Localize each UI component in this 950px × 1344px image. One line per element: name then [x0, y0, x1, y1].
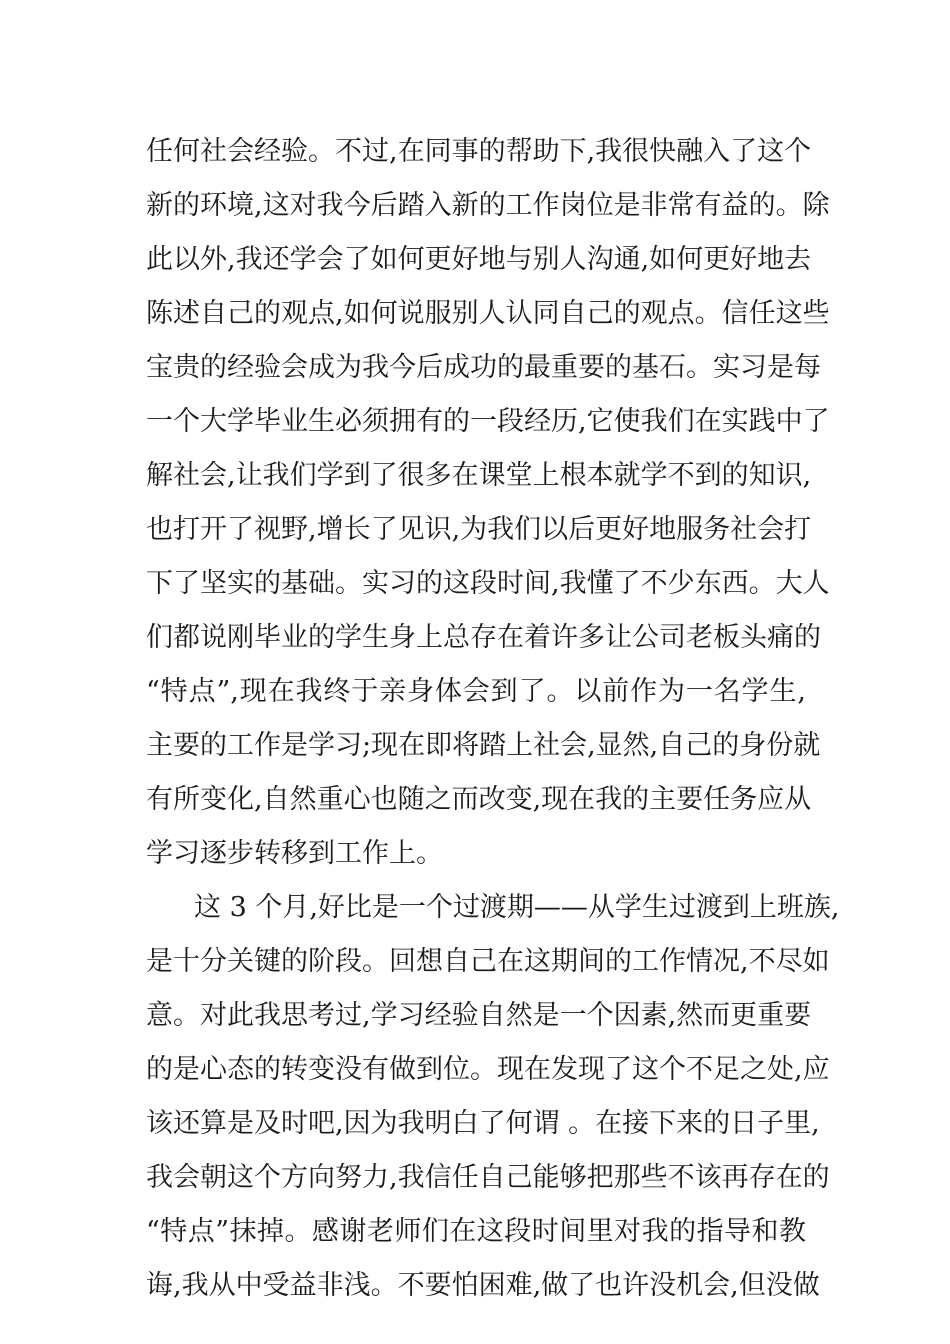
text-line: “特点”抹掉。感谢老师们在这段时间里对我的指导和教: [146, 1216, 806, 1247]
text-line: 我会朝这个方向努力,我信任自己能够把那些不该再存在的: [146, 1162, 830, 1193]
text-line: 学习逐步转移到工作上。: [146, 838, 443, 869]
text-line: 也打开了视野,增长了见识,为我们以后更好地服务社会打: [146, 514, 812, 545]
text-line: “特点”,现在我终于亲身体会到了。以前作为一名学生,: [146, 676, 806, 707]
text-line: 一个大学毕业生必须拥有的一段经历,它使我们在实践中了: [146, 406, 830, 437]
text-line: 们都说刚毕业的学生身上总存在着许多让公司老板头痛的: [146, 622, 821, 653]
text-line: 主要的工作是学习;现在即将踏上社会,显然,自己的身份就: [146, 730, 821, 761]
text-line: 解社会,让我们学到了很多在课堂上根本就学不到的知识,: [146, 460, 812, 491]
text-line: 宝贵的经验会成为我今后成功的最重要的基石。实习是每: [146, 352, 821, 383]
text-line: 新的环境,这对我今后踏入新的工作岗位是非常有益的。除: [146, 190, 830, 221]
text-line: 任何社会经验。不过,在同事的帮助下,我很快融入了这个: [146, 136, 812, 167]
text-line: 是十分关键的阶段。回想自己在这期间的工作情况,不尽如: [146, 946, 830, 977]
text-line: 陈述自己的观点,如何说服别人认同自己的观点。信任这些: [146, 298, 830, 329]
text-line: 意。对此我思考过,学习经验自然是一个因素,然而更重要: [146, 1000, 812, 1031]
text-line: 此以外,我还学会了如何更好地与别人沟通,如何更好地去: [146, 244, 812, 275]
text-line: 下了坚实的基础。实习的这段时间,我懂了不少东西。大人: [146, 568, 830, 599]
text-line: 诲,我从中受益非浅。不要怕困难,做了也许没机会,但没做: [146, 1270, 820, 1301]
text-line: 该还算是及时吧,因为我明白了何谓 。在接下来的日子里,: [146, 1108, 820, 1139]
text-line: 的是心态的转变没有做到位。现在发现了这个不足之处,应: [146, 1054, 830, 1085]
text-line: 这 3 个月,好比是一个过渡期——从学生过渡到上班族,: [194, 892, 840, 923]
text-line: 有所变化,自然重心也随之而改变,现在我的主要任务应从: [146, 784, 812, 815]
